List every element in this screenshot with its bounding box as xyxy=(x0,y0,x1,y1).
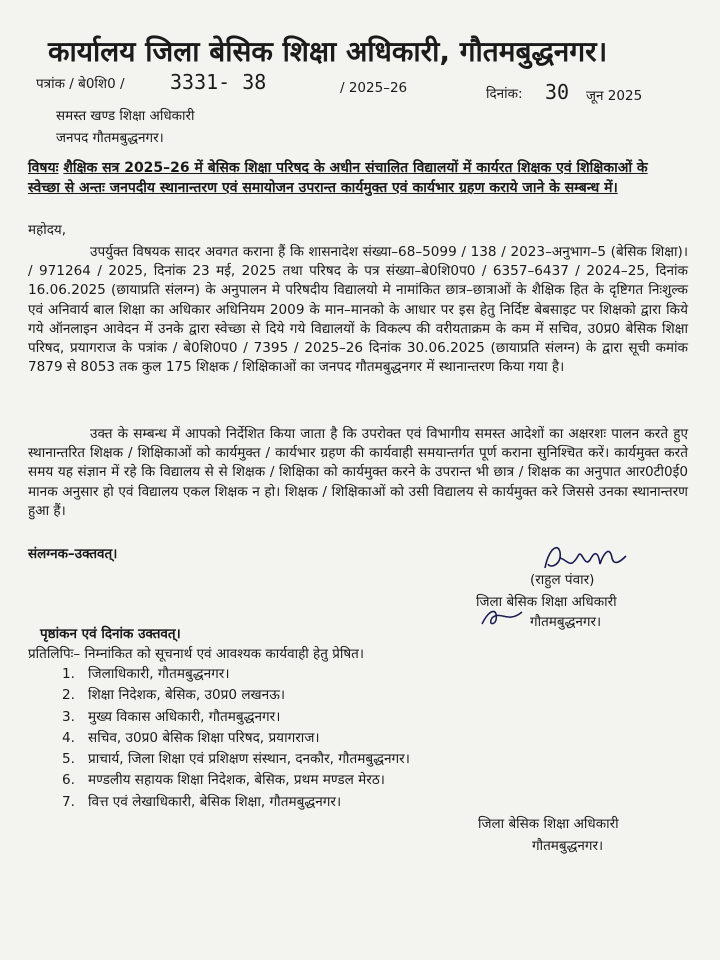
body-paragraph-2: उक्त के सम्बन्ध में आपको निर्देशित किया जाता है कि उपरोक्त एवं विभागीय समस्त आदेशों का अक्षरशः पालन करते हुए स्थानान्तरित शिक्षक / शिक्षिकाओं को कार्यमुक्त / कार्यभार ग्रहण की कार्यवाही समयान्तर्गत पूर्ण कराना सुनिश्चित करें। कार्यमुक्त करते समय यह संज्ञान में रहे कि विद्यालय से से शिक्षक / शिक्षिका को कार्यमुक्त करने के उपरान्त भी छात्र / शिक्षक का अनुपात आर0टी0ई0 मानक अनुसार हो एवं विद्यालय एकल शिक्षक न हो। शिक्षक / शिक्षिकाओं को उसी विद्यालय से कार्यमुक्त करे जिससे उनका स्थानान्तरण हुआ हैं। xyxy=(28,426,688,519)
list-item: 5. प्राचार्य, जिला शिक्षा एवं प्रशिक्षण संस्थान, दनकौर, गौतमबुद्धनगर। xyxy=(62,751,410,768)
date-label: दिनांक: xyxy=(486,86,523,102)
list-item: 2. शिक्षा निदेशक, बेसिक, उ0प्र0 लखनऊ। xyxy=(62,687,286,704)
body-paragraph-1: उपर्युक्त विषयक सादर अवगत कराना हैं कि शासनादेश संख्या–68–5099 / 138 / 2023–अनुभाग–5 (बेसिक शिक्षा)। / 971264 / 2025, दिनांक 23 मई, 2025 तथा परिषद के पत्र संख्या–बे0शि0प0 / 6357–6437 / 2024–25, दिनांक 16.06.2025 (छायाप्रति संलग्न) के अनुपालन मे परिषदीय विद्यालयो मे नामांकित छात्र–छात्राओं के शैक्षिक हित के दृष्टिगत निःशुल्क एवं अनिवार्य बाल शिक्षा का अधिकार अधिनियम 2009 के मान–मानको के आधार पर इस हेतु निर्दिष्ट बेबसाइट पर शिक्षको द्वारा किये गये ऑनलाइन आवेदन में उनके द्वारा स्वेच्छा से दिये गये विद्यालयों के विकल्प की वरीयताक्रम के कम में सचिव, उ0प्र0 बेसिक शिक्षा परिषद, प्रयागराज के पत्रांक / बे0शि0प0 / 7395 / 2025–26 दिनांक 30.06.2025 (छायाप्रति संलग्न) के द्वारा सूची कमांक 7879 से 8053 तक कुल 175 शिक्षक / शिक्षिकाओं का जनपद गौतमबुद्धनगर में स्थानान्तरण किया गया है। xyxy=(28,244,688,376)
signatory-district: गौतमबुद्धनगर। xyxy=(530,614,602,630)
salutation: महोदय, xyxy=(28,222,67,238)
ref-year: / 2025–26 xyxy=(340,80,408,96)
subject-text: शैक्षिक सत्र 2025–26 में बेसिक शिक्षा परिषद के अधीन संचालित विद्यालयों में कार्यरत शिक्षक एवं शिक्षिकाओं के स्वेच्छा से अन्तः जनपदीय स्थानान्तरण एवं समायोजन उपरान्त कार्यमुक्त एवं कार्यभार ग्रहण कराये जाने के सम्बन्ध में। xyxy=(28,160,648,196)
date-month-year: जून 2025 xyxy=(586,88,643,104)
list-item: 1. जिलाधिकारी, गौतमबुद्धनगर। xyxy=(62,666,230,682)
footer-designation: जिला बेसिक शिक्षा अधिकारी xyxy=(478,816,619,832)
list-item: 4. सचिव, उ0प्र0 बेसिक शिक्षा परिषद, प्रयागराज। xyxy=(62,729,320,746)
initials-signature xyxy=(478,604,528,630)
ref-number: 3331- 38 xyxy=(170,70,267,94)
office-title: कार्यालय जिला बेसिक शिक्षा अधिकारी, गौतमबुद्धनगर। xyxy=(48,35,608,68)
subject xyxy=(28,158,668,198)
endorsement-intro: प्रतिलिपिः– निम्नांकित को सूचनार्थ एवं आवश्यक कार्यवाही हेतु प्रेषित। xyxy=(28,646,364,662)
signatory-name: (राहुल पंवार) xyxy=(530,572,595,588)
list-item: 3. मुख्य विकास अधिकारी, गौतमबुद्धनगर। xyxy=(62,708,281,725)
date-day: 30 xyxy=(545,80,570,104)
ref-prefix: पत्रांक / बे0शि0 / xyxy=(36,76,125,92)
subject-label: विषयः xyxy=(28,160,59,176)
recipient-list xyxy=(62,664,410,813)
signatory-designation: जिला बेसिक शिक्षा अधिकारी xyxy=(476,594,617,610)
endorsement-heading: पृष्ठांकन एवं दिनांक उक्तवत्। xyxy=(40,626,181,642)
enclosure-note: संलग्नक–उक्तवत्। xyxy=(28,546,118,562)
addressee-line2: जनपद गौतमबुद्धनगर। xyxy=(56,130,164,146)
footer-district: गौतमबुद्धनगर। xyxy=(532,838,604,854)
list-item: 6. मण्डलीय सहायक शिक्षा निदेशक, बेसिक, प्रथम मण्डल मेरठ। xyxy=(62,772,385,789)
addressee-line1: समस्त खण्ड शिक्षा अधिकारी xyxy=(56,108,195,124)
list-item: 7. वित्त एवं लेखाधिकारी, बेसिक शिक्षा, गौतमबुद्धनगर। xyxy=(62,793,342,810)
